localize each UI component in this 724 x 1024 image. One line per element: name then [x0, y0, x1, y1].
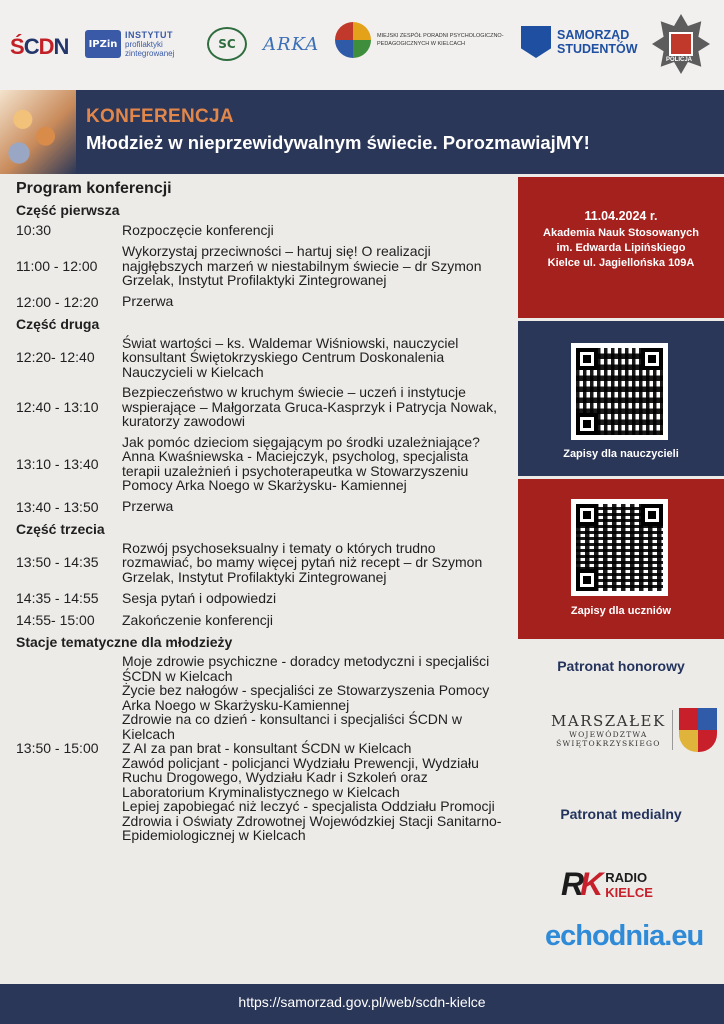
program-title: Program konferencji	[16, 180, 172, 197]
marszalek-text	[551, 712, 666, 748]
program-section	[16, 180, 508, 849]
schedule-description: Przerwa	[122, 293, 174, 310]
ipz-text	[125, 31, 174, 58]
qr-pattern	[576, 348, 663, 435]
samorzad-line2: STUDENTÓW	[557, 42, 638, 56]
arka-logo: ARKA	[263, 34, 320, 55]
samorzad-logo	[521, 26, 638, 58]
radio-kielce-logo	[561, 866, 653, 903]
schedule-time: 14:55- 15:00	[16, 612, 95, 628]
schedule-row	[16, 294, 508, 310]
schedule-time: 11:00 - 12:00	[16, 257, 98, 274]
schedule-row	[16, 654, 508, 843]
voivodeship-crest-icon	[679, 708, 717, 752]
venue-line-3: Kielce ul. Jagiellońska 109A	[547, 257, 695, 269]
banner-kicker: KONFERENCJA	[86, 106, 234, 127]
students-qr-code[interactable]	[571, 499, 668, 596]
students-signup-box	[518, 479, 724, 639]
qr-finder	[576, 504, 598, 526]
schedule-row	[16, 612, 508, 628]
echodnia-logo: echodnia.eu	[545, 920, 704, 952]
marszalek-line3: ŚWIĘTOKRZYSKIEGO	[556, 739, 661, 748]
schedule-row	[16, 541, 508, 585]
schedule-time: 12:40 - 13:10	[16, 398, 99, 415]
marszalek-line1: MARSZAŁEK	[551, 712, 666, 730]
radio-word: RADIO	[605, 869, 648, 885]
section-title: Część druga	[16, 315, 100, 332]
schedule-row	[16, 244, 508, 288]
schedule-description: Bezpieczeństwo w kruchym świecie – uczeń i instytucje wspierające – Małgorzata Gruca-Kasprzyk i Patrycja Nowak, kuratorzy zawodowi	[122, 384, 498, 429]
event-date: 11.04.2024 r.	[584, 209, 658, 223]
students-signup-caption: Zapisy dla uczniów	[570, 605, 672, 617]
rk-mark-icon: RK	[561, 866, 600, 902]
schedule-description: Wykorzystaj przeciwności – hartuj się! O realizacji najgłębszych marzeń w niestabilnym świecie – dr Szymon Grzelak, Instytut Profilaktyki Zintegrowanej	[122, 243, 482, 288]
qr-finder	[576, 569, 598, 591]
schedule-description: Rozwój psychoseksualny i tematy o których trudno rozmawiać, bo mamy więcej pytań niż recept – dr Szymon Grzelak, Instytut Profilaktyki Zintegrowanej	[122, 539, 483, 585]
schedule-time: 10:30	[16, 222, 52, 238]
scdn-logo	[10, 34, 68, 60]
radio-kielce-text	[605, 870, 653, 900]
schedule-description: Rozpoczęcie konferencji	[122, 221, 274, 238]
footer	[0, 984, 724, 1024]
schedule-description: Jak pomóc dzieciom sięgającym po środki uzależniające? Anna Kwaśniewska - Maciejczyk, psycholog, specjalista terapii uzależnień i psychoterapeutka w Stowarzyszeniu Pomocy Arka Noego w Skarżysku- Kamiennej	[122, 433, 480, 493]
venue-box	[518, 177, 724, 318]
section-title: Część trzecia	[16, 520, 105, 537]
schedule-time: 13:40 - 13:50	[16, 498, 99, 515]
venue-line-1: Akademia Nauk Stosowanych	[543, 227, 699, 239]
qr-finder	[641, 504, 663, 526]
mzp-logo	[335, 22, 517, 58]
qr-finder	[576, 413, 598, 435]
schedule-description: Przerwa	[122, 498, 174, 515]
mzp-text: MIEJSKI ZESPÓŁ PORADNI PSYCHOLOGICZNO-PEDAGOGICZNYCH W KIELCACH	[377, 33, 504, 47]
venue-line-2: im. Edwarda Lipińskiego	[556, 242, 686, 254]
divider	[672, 710, 673, 750]
schedule-row	[16, 499, 508, 515]
schedule-time: 14:35 - 14:55	[16, 590, 99, 606]
schedule-time: 13:10 - 13:40	[16, 455, 99, 472]
kielce-word: KIELCE	[605, 884, 653, 900]
scdn-logo-text: ŚCDN	[10, 34, 69, 59]
hands-photo	[0, 90, 76, 174]
schedule-row	[16, 385, 508, 429]
honorary-patronage-heading: Patronat honorowy	[557, 658, 685, 674]
schedule-description: Świat wartości – ks. Waldemar Wiśniowski, nauczyciel konsultant Świętokrzyskiego Centrum Doskonalenia Nauczycieli w Kielcach	[122, 334, 459, 380]
schedule-description: Sesja pytań i odpowiedzi	[122, 589, 277, 606]
schedule-description: Moje zdrowie psychiczne - doradcy metodyczni i specjaliści ŚCDN w Kielcach Życie bez nałogów - specjaliści ze Stowarzyszenia Pomocy Arka Noego w Skarżysku-Kamiennej Zdrowie na co dzień - konsultanci i specjaliści ŚCDN w Kielcach Z AI za pan brat - konsultant ŚCDN w Kielcach Zawód policjant - policjanci Wydziału Prewencji, Wydziału Ruchu Drogowego, Wydziału Kadr i Szkoleń oraz Laboratorium Kryminalistycznego w Kielcach Lepiej zapobiegać niż leczyć - specjalista Oddziału Promocji Zdrowia i Oświaty Zdrowotnej Wojewódzkiej Stacji Sanitarno-Epidemiologicznej w Kielcach	[122, 653, 502, 843]
schedule-row	[16, 336, 508, 380]
qr-finder	[576, 348, 598, 370]
footer-url-link[interactable]: https://samorzad.gov.pl/web/scdn-kielce	[238, 994, 486, 1010]
media-patronage-heading: Patronat medialny	[560, 806, 682, 822]
teachers-signup-caption: Zapisy dla nauczycieli	[563, 448, 679, 460]
marszalek-logo	[551, 708, 717, 752]
teachers-signup-box	[518, 321, 724, 476]
policja-shield	[669, 32, 693, 56]
schedule-time: 12:20- 12:40	[16, 349, 95, 366]
section-title: Część pierwsza	[16, 202, 120, 218]
schedule-time: 13:50 - 15:00	[16, 740, 99, 757]
policja-label: POLICJA	[666, 57, 693, 63]
qr-pattern	[576, 504, 663, 591]
schedule-time: 12:00 - 12:20	[16, 293, 99, 310]
banner-title: Młodzież w nieprzewidywalnym świecie. PorozmawiajMY!	[86, 132, 590, 153]
ipz-logo	[85, 30, 174, 58]
schedule-row	[16, 222, 508, 238]
schedule-row	[16, 590, 508, 606]
mzp-mark	[335, 22, 371, 58]
schedule-description: Zakończenie konferencji	[122, 611, 273, 628]
ipz-line1: INSTYTUT	[125, 29, 173, 40]
schedule-row	[16, 435, 508, 493]
logo-strip	[0, 0, 724, 90]
samorzad-text	[557, 28, 638, 56]
samorzad-line1: SAMORZĄD	[557, 28, 630, 42]
section-title: Stacje tematyczne dla młodzieży	[16, 634, 233, 650]
samorzad-mark	[521, 26, 551, 58]
qr-finder	[641, 348, 663, 370]
conference-banner	[0, 90, 724, 174]
teachers-qr-code[interactable]	[571, 343, 668, 440]
marszalek-line2: WOJEWÓDZTWA	[569, 730, 648, 739]
sc-circle-logo: SC	[207, 27, 247, 61]
ipz-line2: profilaktyki	[125, 39, 163, 49]
ipz-mark: IPZin	[85, 30, 121, 58]
policja-badge	[652, 14, 710, 74]
ipz-line3: zintegrowanej	[125, 48, 175, 58]
schedule-time: 13:50 - 14:35	[16, 554, 99, 571]
